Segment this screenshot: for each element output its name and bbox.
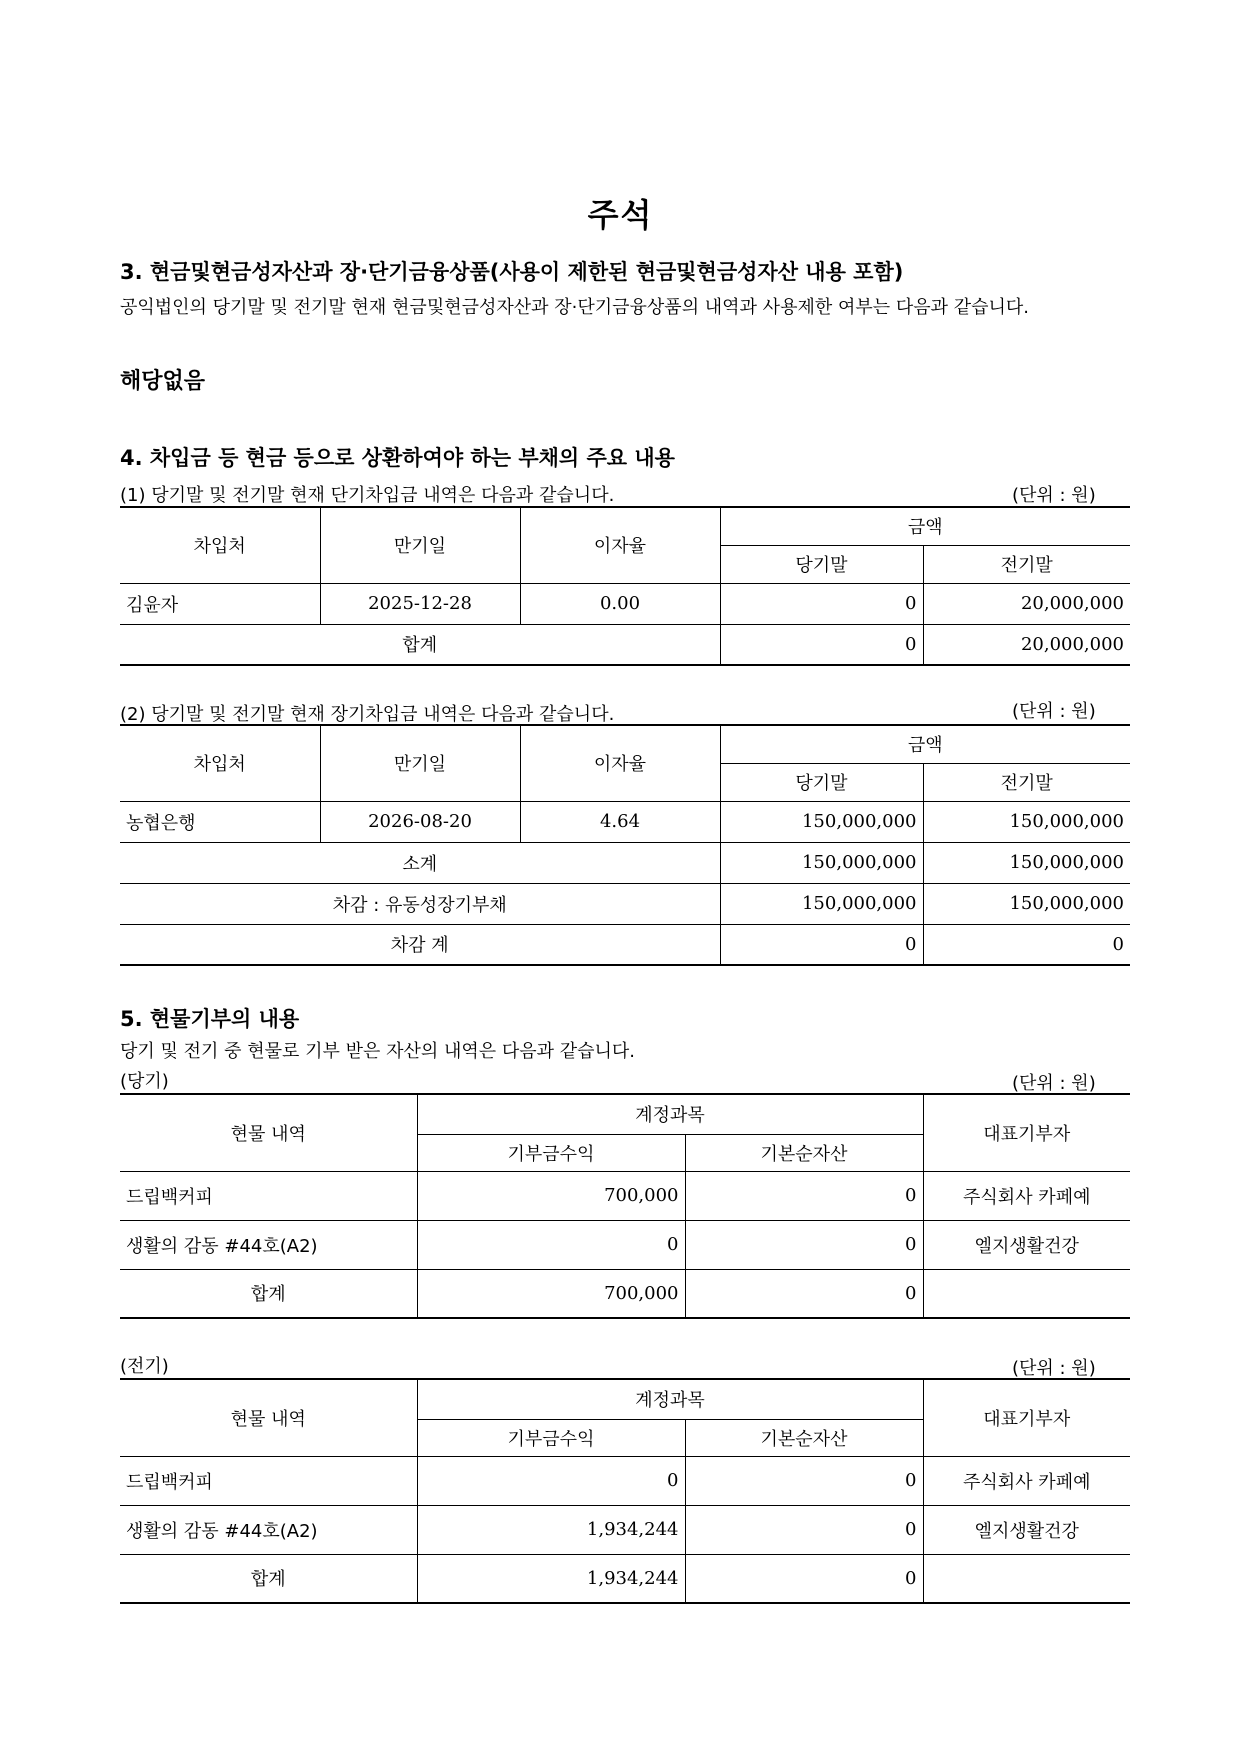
total-net-assets: 0 xyxy=(685,1554,923,1603)
cell-donor: 주식회사 카페예 xyxy=(923,1456,1130,1505)
table-row xyxy=(120,583,1130,624)
section5-description: 당기 및 전기 중 현물로 기부 받은 자산의 내역은 다음과 같습니다. xyxy=(120,1041,636,1062)
total-row xyxy=(120,624,1130,665)
cell-donor: 엘지생활건강 xyxy=(923,1220,1130,1269)
deduction-current: 150,000,000 xyxy=(720,883,923,924)
table-row xyxy=(120,1220,1130,1269)
in-kind-donations-prior-table xyxy=(120,1378,1130,1604)
cell-revenue: 1,934,244 xyxy=(417,1505,685,1554)
cell-revenue: 0 xyxy=(417,1456,685,1505)
cell-donor: 주식회사 카페예 xyxy=(923,1171,1130,1220)
table-row xyxy=(120,1171,1130,1220)
current-period-label: (당기) xyxy=(120,1071,169,1092)
total-current: 0 xyxy=(720,624,923,665)
subtotal-current: 150,000,000 xyxy=(720,842,923,883)
cell-net-assets: 0 xyxy=(685,1505,923,1554)
cell-revenue: 700,000 xyxy=(417,1171,685,1220)
deduction-prior: 150,000,000 xyxy=(923,883,1130,924)
cell-prior: 150,000,000 xyxy=(923,801,1130,842)
total-label: 합계 xyxy=(120,1554,417,1603)
subtotal-row xyxy=(120,842,1130,883)
header-lender: 차입처 xyxy=(120,507,320,583)
total-revenue: 1,934,244 xyxy=(417,1554,685,1603)
cell-current: 150,000,000 xyxy=(720,801,923,842)
deduction-row xyxy=(120,883,1130,924)
table-row xyxy=(120,1456,1130,1505)
long-term-unit: (단위 : 원) xyxy=(1012,701,1096,722)
header-amount: 금액 xyxy=(720,507,1130,545)
prior-period-label: (전기) xyxy=(120,1356,169,1377)
header-lender: 차입처 xyxy=(120,725,320,801)
total-revenue: 700,000 xyxy=(417,1269,685,1318)
prior-unit: (단위 : 원) xyxy=(1012,1358,1096,1379)
short-term-unit: (단위 : 원) xyxy=(1012,485,1096,506)
long-term-borrowings-table xyxy=(120,724,1130,966)
header-amount: 금액 xyxy=(720,725,1130,763)
header-item: 현물 내역 xyxy=(120,1094,417,1171)
header-account: 계정과목 xyxy=(417,1379,923,1419)
header-maturity: 만기일 xyxy=(320,725,520,801)
section4-heading: 4. 차입금 등 현금 등으로 상환하여야 하는 부채의 주요 내용 xyxy=(120,446,675,470)
total-donor xyxy=(923,1269,1130,1318)
total-label: 합계 xyxy=(120,624,720,665)
header-net-assets: 기본순자산 xyxy=(685,1134,923,1171)
header-prior: 전기말 xyxy=(923,763,1130,801)
section3-description: 공익법인의 당기말 및 전기말 현재 현금및현금성자산과 장·단기금융상품의 내역과 사용제한 여부는 다음과 같습니다. xyxy=(120,297,1030,318)
header-rate: 이자율 xyxy=(520,507,720,583)
cell-maturity: 2026-08-20 xyxy=(320,801,520,842)
cell-rate: 0.00 xyxy=(520,583,720,624)
long-term-caption: (2) 당기말 및 전기말 현재 장기차입금 내역은 다음과 같습니다. xyxy=(120,704,615,725)
total-donor xyxy=(923,1554,1130,1603)
header-revenue: 기부금수익 xyxy=(417,1134,685,1171)
header-maturity: 만기일 xyxy=(320,507,520,583)
net-current: 0 xyxy=(720,924,923,965)
section3-heading: 3. 현금및현금성자산과 장·단기금융상품(사용이 제한된 현금및현금성자산 내용 포함) xyxy=(120,260,904,284)
cell-item: 드립백커피 xyxy=(120,1456,417,1505)
total-row xyxy=(120,1269,1130,1318)
cell-item: 드립백커피 xyxy=(120,1171,417,1220)
header-net-assets: 기본순자산 xyxy=(685,1419,923,1456)
table-row xyxy=(120,801,1130,842)
header-rate: 이자율 xyxy=(520,725,720,801)
cell-revenue: 0 xyxy=(417,1220,685,1269)
total-label: 합계 xyxy=(120,1269,417,1318)
current-unit: (단위 : 원) xyxy=(1012,1073,1096,1094)
short-term-borrowings-table xyxy=(120,506,1130,666)
section3-none-label: 해당없음 xyxy=(120,369,206,394)
header-prior: 전기말 xyxy=(923,545,1130,583)
header-donor: 대표기부자 xyxy=(923,1379,1130,1456)
cell-rate: 4.64 xyxy=(520,801,720,842)
cell-lender: 김윤자 xyxy=(120,583,320,624)
header-revenue: 기부금수익 xyxy=(417,1419,685,1456)
header-current: 당기말 xyxy=(720,763,923,801)
deduction-label: 차감 : 유동성장기부채 xyxy=(120,883,720,924)
table-row xyxy=(120,1505,1130,1554)
total-net-assets: 0 xyxy=(685,1269,923,1318)
cell-prior: 20,000,000 xyxy=(923,583,1130,624)
section5-heading: 5. 현물기부의 내용 xyxy=(120,1007,300,1031)
total-prior: 20,000,000 xyxy=(923,624,1130,665)
subtotal-prior: 150,000,000 xyxy=(923,842,1130,883)
subtotal-label: 소계 xyxy=(120,842,720,883)
net-prior: 0 xyxy=(923,924,1130,965)
header-donor: 대표기부자 xyxy=(923,1094,1130,1171)
header-account: 계정과목 xyxy=(417,1094,923,1134)
cell-item: 생활의 감동 #44호(A2) xyxy=(120,1505,417,1554)
cell-lender: 농협은행 xyxy=(120,801,320,842)
cell-net-assets: 0 xyxy=(685,1456,923,1505)
net-row xyxy=(120,924,1130,965)
cell-net-assets: 0 xyxy=(685,1171,923,1220)
header-current: 당기말 xyxy=(720,545,923,583)
net-label: 차감 계 xyxy=(120,924,720,965)
page-title: 주석 xyxy=(587,196,654,234)
cell-item: 생활의 감동 #44호(A2) xyxy=(120,1220,417,1269)
short-term-caption: (1) 당기말 및 전기말 현재 단기차입금 내역은 다음과 같습니다. xyxy=(120,485,615,506)
cell-donor: 엘지생활건강 xyxy=(923,1505,1130,1554)
in-kind-donations-current-table xyxy=(120,1093,1130,1319)
total-row xyxy=(120,1554,1130,1603)
cell-net-assets: 0 xyxy=(685,1220,923,1269)
header-item: 현물 내역 xyxy=(120,1379,417,1456)
cell-maturity: 2025-12-28 xyxy=(320,583,520,624)
cell-current: 0 xyxy=(720,583,923,624)
